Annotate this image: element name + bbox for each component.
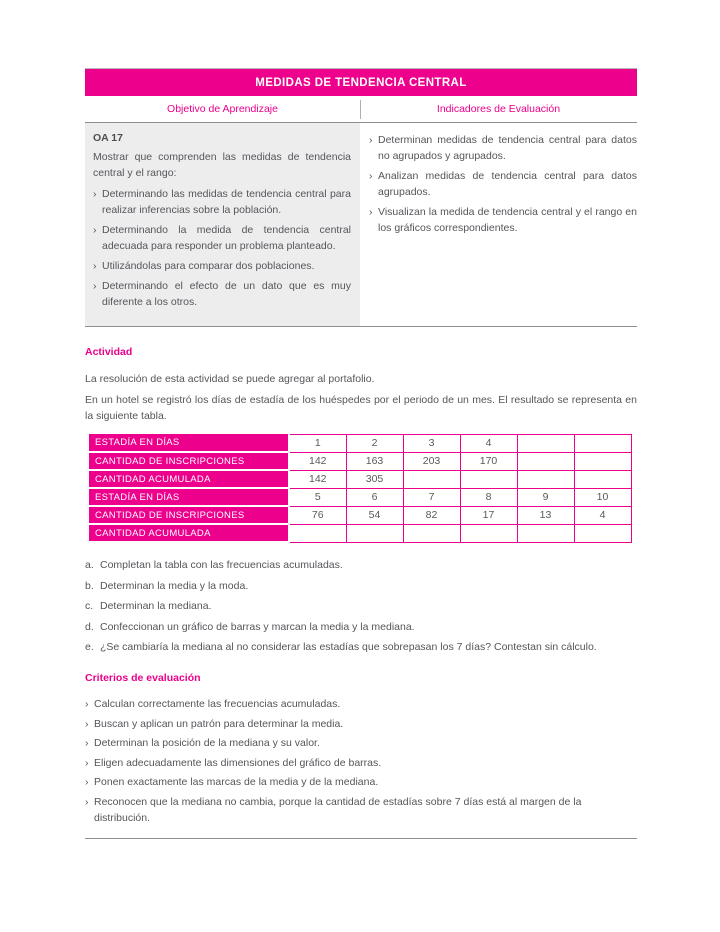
table-cell [574,524,631,542]
table-cell: 3 [403,434,460,452]
row-label-cell: CANTIDAD ACUMULADA [89,470,289,488]
table-cell: 76 [289,506,346,524]
bullet-marker: › [93,280,97,292]
row-label-cell: ESTADÍA EN DÍAS [89,488,289,506]
list-item [93,278,351,310]
table-row [89,488,631,506]
task-text: Determinan la media y la moda. [100,579,249,592]
table-cell: 163 [346,452,403,470]
task-item [85,578,637,594]
column-divider [360,100,361,119]
list-item-text: Buscan y aplican un patrón para determinar la media. [94,717,344,730]
task-text: Confeccionan un gráfico de barras y marcan la media y la mediana. [100,620,415,633]
list-item [93,222,351,254]
list-item-text: Visualizan la medida de tendencia central y el rango en los gráficos correspondientes. [378,206,637,234]
table-cell: 8 [460,488,517,506]
table-cell: 4 [460,434,517,452]
objective-panel [85,123,360,326]
table-cell: 17 [460,506,517,524]
criteria-section [85,672,637,839]
frequency-table [89,434,632,544]
table-cell: 5 [289,488,346,506]
task-item [85,557,637,573]
task-list [85,557,637,655]
list-item-text: Calculan correctamente las frecuencias acumuladas. [94,698,341,710]
table-cell: 305 [346,470,403,488]
table-cell: 1 [289,434,346,452]
task-letter: a. [85,559,94,571]
bullet-marker: › [369,134,373,146]
page-title: MEDIDAS DE TENDENCIA CENTRAL [255,76,467,89]
bullet-marker: › [85,698,89,710]
table-cell [574,434,631,452]
bullet-marker: › [93,260,97,272]
table-cell: 142 [289,470,346,488]
bullet-marker: › [369,206,373,218]
task-letter: b. [85,579,94,592]
table-cell: 54 [346,506,403,524]
table-cell: 9 [517,488,574,506]
table-cell [460,524,517,542]
table-cell [289,524,346,542]
list-item-text: Determinando las medidas de tendencia central para realizar inferencias sobre la población. [102,188,351,216]
task-item [85,639,637,655]
table-cell [346,524,403,542]
table-cell: 7 [403,488,460,506]
list-item [85,755,637,771]
row-label-cell: CANTIDAD DE INSCRIPCIONES [89,452,289,470]
activity-section [85,346,637,655]
table-cell [574,470,631,488]
bullet-marker: › [85,717,89,730]
table-cell: 4 [574,506,631,524]
row-label-cell: ESTADÍA EN DÍAS [89,434,289,452]
task-letter: c. [85,600,94,612]
criteria-heading: Criterios de evaluación [85,672,201,684]
objective-indicators-section [85,123,637,327]
table-cell [517,524,574,542]
list-item [85,696,637,712]
list-item-text: Determinan la posición de la mediana y su valor. [94,737,320,749]
list-item-text: Ponen exactamente las marcas de la media y de la mediana. [94,776,379,788]
table-cell [460,470,517,488]
list-item-text: Eligen adecuadamente las dimensiones del gráfico de barras. [94,756,382,769]
table-row [89,506,631,524]
table-cell: 82 [403,506,460,524]
list-item-text: Utilizándolas para comparar dos poblaciones. [102,260,315,272]
bullet-marker: › [85,756,89,769]
row-label-cell: CANTIDAD ACUMULADA [89,524,289,542]
list-item [93,258,351,274]
task-text: ¿Se cambiaría la mediana al no considerar las estadías que sobrepasan los 7 días? Contestan sin cálculo. [100,641,597,653]
bullet-marker: › [85,795,89,808]
list-item [93,186,351,218]
list-item [85,774,637,790]
table-cell: 10 [574,488,631,506]
table-cell [517,434,574,452]
oa-intro: Mostrar que comprenden las medidas de tendencia central y el rango: [93,151,351,179]
bullet-marker: › [369,170,373,182]
objective-column-header: Objetivo de Aprendizaje [167,103,278,115]
table-row [89,434,631,452]
task-text: Determinan la mediana. [100,600,212,612]
table-cell [517,452,574,470]
task-letter: e. [85,641,94,653]
table-cell [574,452,631,470]
oa-code: OA 17 [93,132,123,144]
table-cell: 142 [289,452,346,470]
list-item-text: Analizan medidas de tendencia central para datos agrupados. [378,170,637,198]
row-label-cell: CANTIDAD DE INSCRIPCIONES [89,506,289,524]
table-row [89,452,631,470]
list-item-text: Determinando la medida de tendencia central adecuada para responder un problema planteado. [102,224,351,252]
table-cell: 6 [346,488,403,506]
activity-heading: Actividad [85,346,133,358]
table-row [89,524,631,542]
table-cell: 2 [346,434,403,452]
task-letter: d. [85,620,94,633]
table-cell [403,470,460,488]
task-item [85,619,637,635]
activity-paragraph: La resolución de esta actividad se puede agregar al portafolio. [85,373,375,385]
table-cell: 203 [403,452,460,470]
table-cell [517,470,574,488]
list-item-text: Determinan medidas de tendencia central para datos no agrupados y agrupados. [378,134,637,162]
list-item [85,794,637,826]
task-item [85,598,637,614]
list-item-text: Determinando el efecto de un dato que es muy diferente a los otros. [102,280,351,308]
table-row [89,470,631,488]
list-item-text: Reconocen que la mediana no cambia, porque la cantidad de estadías sobre 7 días está al margen de la distribución. [94,795,582,824]
activity-paragraph: En un hotel se registró los días de estadía de los huéspedes por el periodo de un mes. El resultado se representa en la siguiente tabla. [85,393,637,422]
indicators-panel [360,123,637,326]
list-item [85,716,637,732]
bullet-marker: › [85,776,89,788]
title-bar [85,68,637,96]
bullet-marker: › [85,737,89,749]
table-cell [403,524,460,542]
list-item [85,735,637,751]
table-cell: 170 [460,452,517,470]
column-headers-row [85,96,637,123]
table-cell: 13 [517,506,574,524]
task-text: Completan la tabla con las frecuencias acumuladas. [100,559,343,571]
worksheet-page [85,68,637,839]
bullet-marker: › [93,188,97,200]
list-item [369,132,637,164]
bullet-marker: › [93,224,97,236]
indicators-column-header: Indicadores de Evaluación [436,103,561,115]
list-item [369,204,637,236]
list-item [369,168,637,200]
